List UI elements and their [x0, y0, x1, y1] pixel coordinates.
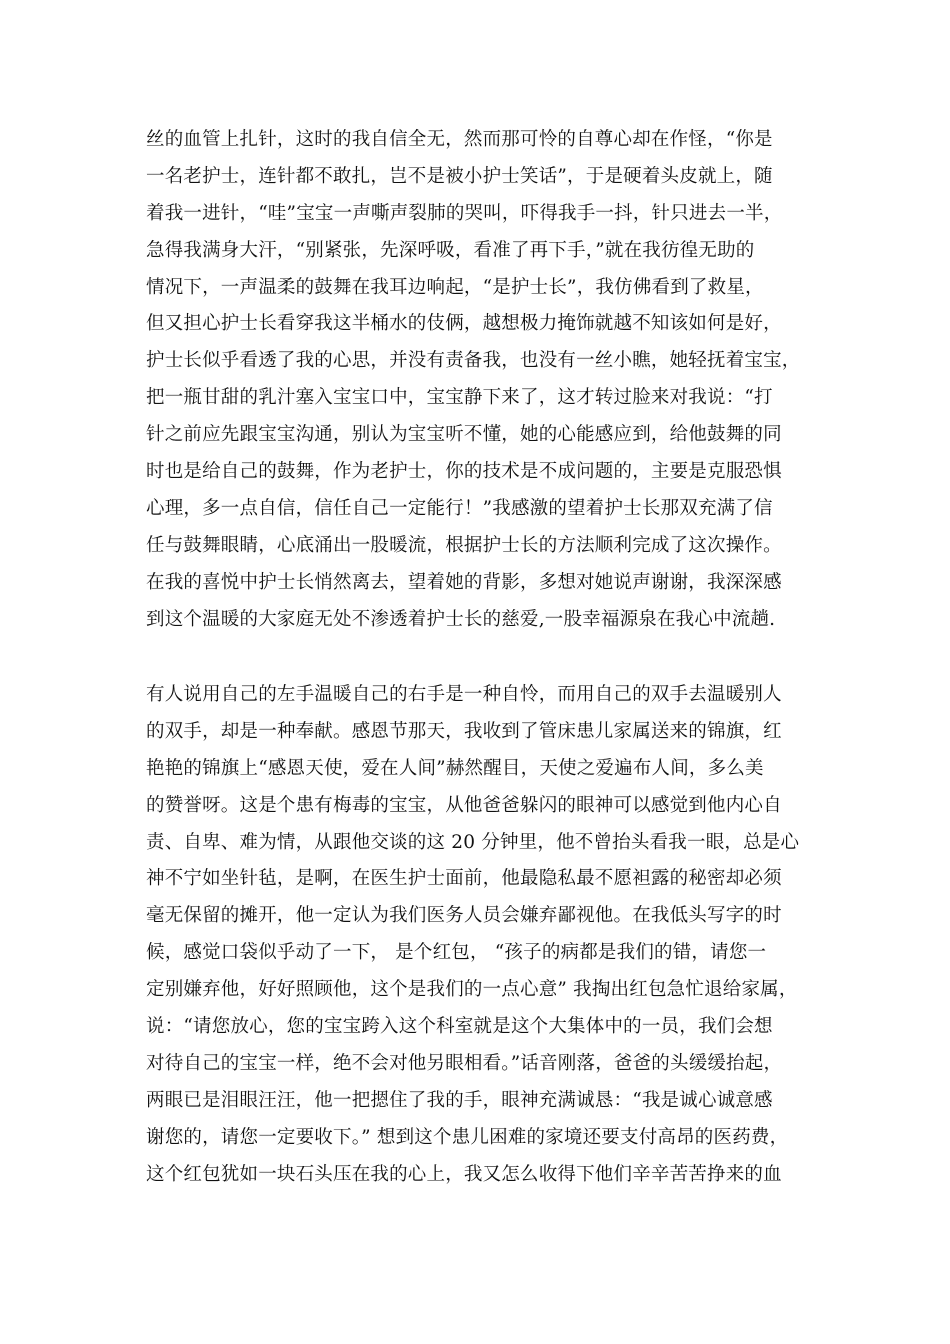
text-line: 的赞誉呀。这是个患有梅毒的宝宝，从他爸爸躲闪的眼神可以感觉到他内心自 — [146, 794, 782, 816]
text-line: 候，感觉口袋似乎动了一下， 是个红包， “孩子的病都是我们的错，请您一 — [146, 942, 767, 964]
text-line: 针之前应先跟宝宝沟通，别认为宝宝听不懂，她的心能感应到，给他鼓舞的同 — [146, 424, 782, 446]
text-line: 在我的喜悦中护士长悄然离去，望着她的背影，多想对她说声谢谢，我深深感 — [146, 571, 782, 593]
text-line: 心理，多一点自信，信任自己一定能行！”我感激的望着护士长那双充满了信 — [146, 497, 773, 519]
text-line: 谢您的，请您一定要收下。” 想到这个患儿困难的家境还要支付高昂的医药费， — [146, 1126, 789, 1148]
text-line: 情况下，一声温柔的鼓舞在我耳边响起，“是护士长”，我仿佛看到了救星， — [146, 276, 764, 298]
text-line: 一名老护士，连针都不敢扎，岂不是被小护士笑话”，于是硬着头皮就上，随 — [146, 165, 773, 187]
paragraph-2 — [146, 677, 826, 1193]
paragraph-1 — [146, 122, 826, 638]
text-line: 毫无保留的摊开，他一定认为我们医务人员会嫌弃鄙视他。在我低头写字的时 — [146, 905, 782, 927]
text-line: 责、自卑、难为情，从跟他交谈的这 20 分钟里，他不曾抬头看我一眼，总是心 — [146, 831, 800, 853]
text-line: 对待自己的宝宝一样，绝不会对他另眼相看。”话音刚落，爸爸的头缓缓抬起， — [146, 1052, 783, 1074]
text-line: 的双手，却是一种奉献。感恩节那天，我收到了管床患儿家属送来的锦旗，红 — [146, 720, 782, 742]
text-line: 定别嫌弃他，好好照顾他，这个是我们的一点心意” 我掏出红包急忙退给家属， — [146, 979, 798, 1001]
text-line: 艳艳的锦旗上“感恩天使，爱在人间”赫然醒目，天使之爱遍布人间，多么美 — [146, 757, 764, 779]
text-line: 有人说用自己的左手温暖自己的右手是一种自怜，而用自己的双手去温暖别人 — [146, 684, 782, 705]
text-line: 护士长似乎看透了我的心思，并没有责备我，也没有一丝小瞧，她轻抚着宝宝， — [146, 350, 801, 372]
text-line: 着我一进针，“哇”宝宝一声嘶声裂肺的哭叫，吓得我手一抖，针只进去一半， — [146, 202, 783, 224]
text-line: 两眼已是泪眼汪汪，他一把摁住了我的手，眼神充满诚恳：“我是诚心诚意感 — [146, 1089, 773, 1111]
text-line: 但又担心护士长看穿我这半桶水的伎俩，越想极力掩饰就越不知该如何是好， — [146, 313, 782, 335]
text-line: 任与鼓舞眼睛，心底涌出一股暖流，根据护士长的方法顺利完成了这次操作。 — [146, 534, 782, 556]
text-line: 丝的血管上扎针，这时的我自信全无，然而那可怜的自尊心却在作怪，“你是 — [146, 129, 773, 150]
text-line: 说：“请您放心，您的宝宝跨入这个科室就是这个大集体中的一员，我们会想 — [146, 1016, 773, 1038]
text-line: 神不宁如坐针毡，是啊，在医生护士面前，他最隐私最不愿袒露的秘密却必须 — [146, 868, 782, 890]
text-line: 这个红包犹如一块石头压在我的心上，我又怎么收得下他们辛辛苦苦挣来的血 — [146, 1163, 782, 1185]
text-line: 到这个温暖的大家庭无处不渗透着护士长的慈爱,一股幸福源泉在我心中流趟. — [146, 608, 776, 630]
text-line: 把一瓶甘甜的乳汁塞入宝宝口中，宝宝静下来了，这才转过脸来对我说：“打 — [146, 387, 773, 409]
text-line: 时也是给自己的鼓舞，作为老护士，你的技术是不成问题的，主要是克服恐惧 — [146, 461, 782, 483]
text-line: 急得我满身大汗，“别紧张，先深呼吸，看准了再下手，”就在我彷徨无助的 — [146, 239, 755, 261]
